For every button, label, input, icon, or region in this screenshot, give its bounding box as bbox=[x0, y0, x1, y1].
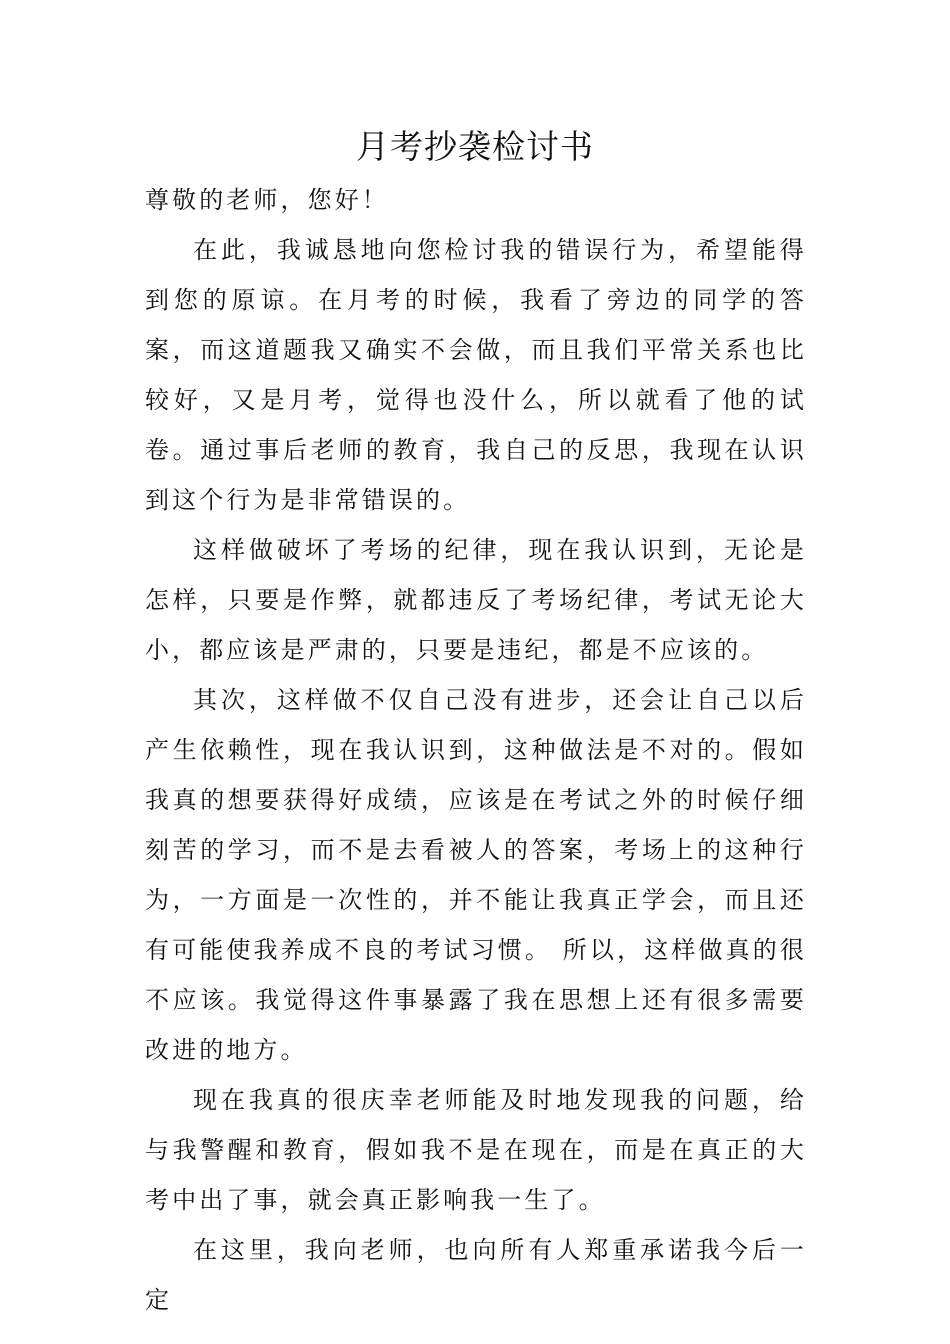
paragraph-3: 其次，这样做不仅自己没有进步，还会让自己以后产生依赖性，现在我认识到，这种做法是不对的。假如我真的想要获得好成绩，应该是在考试之外的时候仔细刻苦的学习，而不是去看被人的答案，考场上的这种行为，一方面是一次性的，并不能让我真正学会，而且还有可能使我养成不良的考试习惯。 所以，这样做真的很不应该。我觉得这件事暴露了我在思想上还有很多需要改进的地方。 bbox=[145, 686, 807, 1064]
document-body bbox=[145, 175, 807, 1325]
document-title: 月考抄袭检讨书 bbox=[356, 127, 594, 166]
salutation: 尊敬的老师，您好！ bbox=[145, 186, 389, 214]
paragraph-1: 在此，我诚恳地向您检讨我的错误行为，希望能得到您的原谅。在月考的时候，我看了旁边的同学的答案，而这道题我又确实不会做，而且我们平常关系也比较好，又是月考，觉得也没什么，所以就看了他的试卷。通过事后老师的教育，我自己的反思，我现在认识到这个行为是非常错误的。 bbox=[145, 236, 807, 514]
paragraph-4: 现在我真的很庆幸老师能及时地发现我的问题，给与我警醒和教育，假如我不是在现在，而是在真正的大考中出了事，就会真正影响我一生了。 bbox=[145, 1086, 807, 1214]
paragraph-5: 在这里，我向老师，也向所有人郑重承诺我今后一定 bbox=[145, 1236, 807, 1314]
paragraph-2: 这样做破坏了考场的纪律，现在我认识到，无论是怎样，只要是作弊，就都违反了考场纪律，考试无论大小，都应该是严肃的，只要是违纪，都是不应该的。 bbox=[145, 536, 807, 664]
